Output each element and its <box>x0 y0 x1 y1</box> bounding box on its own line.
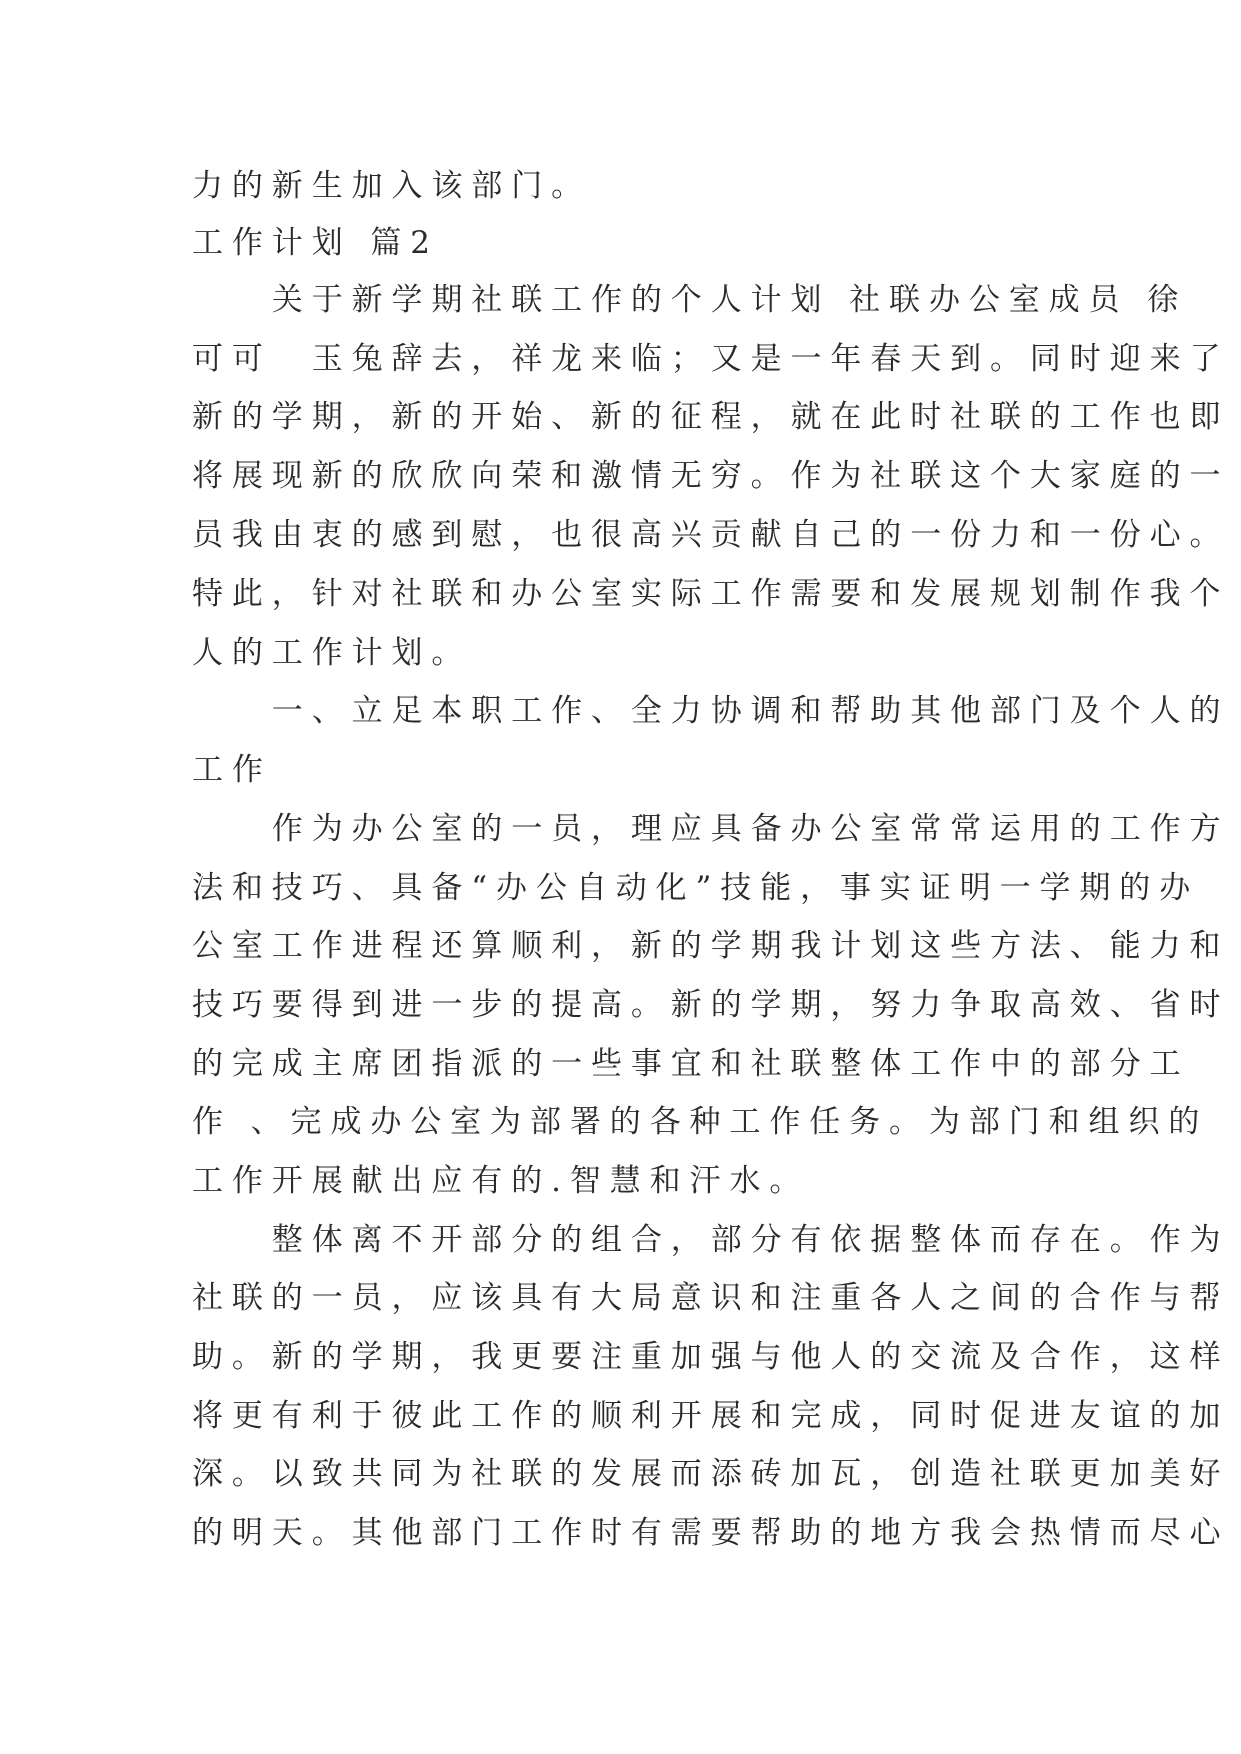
text-line: 公室工作进程还算顺利，新的学期我计划这些方法、能力和 <box>192 928 1230 964</box>
text-line: 深。以致共同为社联的发展而添砖加瓦，创造社联更加美好 <box>192 1456 1230 1492</box>
subheading-line: 工作 <box>192 752 272 788</box>
text-line: 助。新的学期，我更要注重加强与他人的交流及合作，这样 <box>192 1339 1230 1375</box>
text-line: 作为办公室的一员，理应具备办公室常常运用的工作方 <box>192 811 1230 847</box>
text-line: 特此，针对社联和办公室实际工作需要和发展规划制作我个 <box>192 576 1230 612</box>
text-line: 可可 玉兔辞去，祥龙来临；又是一年春天到。同时迎来了 <box>192 341 1230 377</box>
text-line: 整体离不开部分的组合，部分有依据整体而存在。作为 <box>192 1222 1230 1258</box>
text-line: 社联的一员，应该具有大局意识和注重各人之间的合作与帮 <box>192 1280 1230 1316</box>
text-line: 将更有利于彼此工作的顺利开展和完成，同时促进友谊的加 <box>192 1398 1230 1434</box>
text-line: 法和技巧、具备“办公自动化”技能，事实证明一学期的办 <box>192 870 1200 906</box>
text-line: 员我由衷的感到慰，也很高兴贡献自己的一份力和一份心。 <box>192 517 1230 553</box>
section-heading: 工作计划 篇2 <box>192 225 439 261</box>
text-line: 将展现新的欣欣向荣和激情无穷。作为社联这个大家庭的一 <box>192 458 1230 494</box>
text-line: 作 、完成办公室为部署的各种工作任务。为部门和组织的 <box>192 1104 1209 1140</box>
text-line: 工作开展献出应有的.智慧和汗水。 <box>192 1163 810 1199</box>
text-line: 的明天。其他部门工作时有需要帮助的地方我会热情而尽心 <box>192 1515 1230 1551</box>
text-line: 人的工作计划。 <box>192 635 472 671</box>
subheading-line: 一、立足本职工作、全力协调和帮助其他部门及个人的 <box>192 693 1230 729</box>
text-line: 关于新学期社联工作的个人计划 社联办公室成员 徐 <box>192 282 1188 318</box>
text-line: 技巧要得到进一步的提高。新的学期，努力争取高效、省时 <box>192 987 1230 1023</box>
text-line: 的完成主席团指派的一些事宜和社联整体工作中的部分工 <box>192 1046 1190 1082</box>
text-line: 力的新生加入该部门。 <box>192 168 591 204</box>
text-line: 新的学期，新的开始、新的征程，就在此时社联的工作也即 <box>192 399 1230 435</box>
